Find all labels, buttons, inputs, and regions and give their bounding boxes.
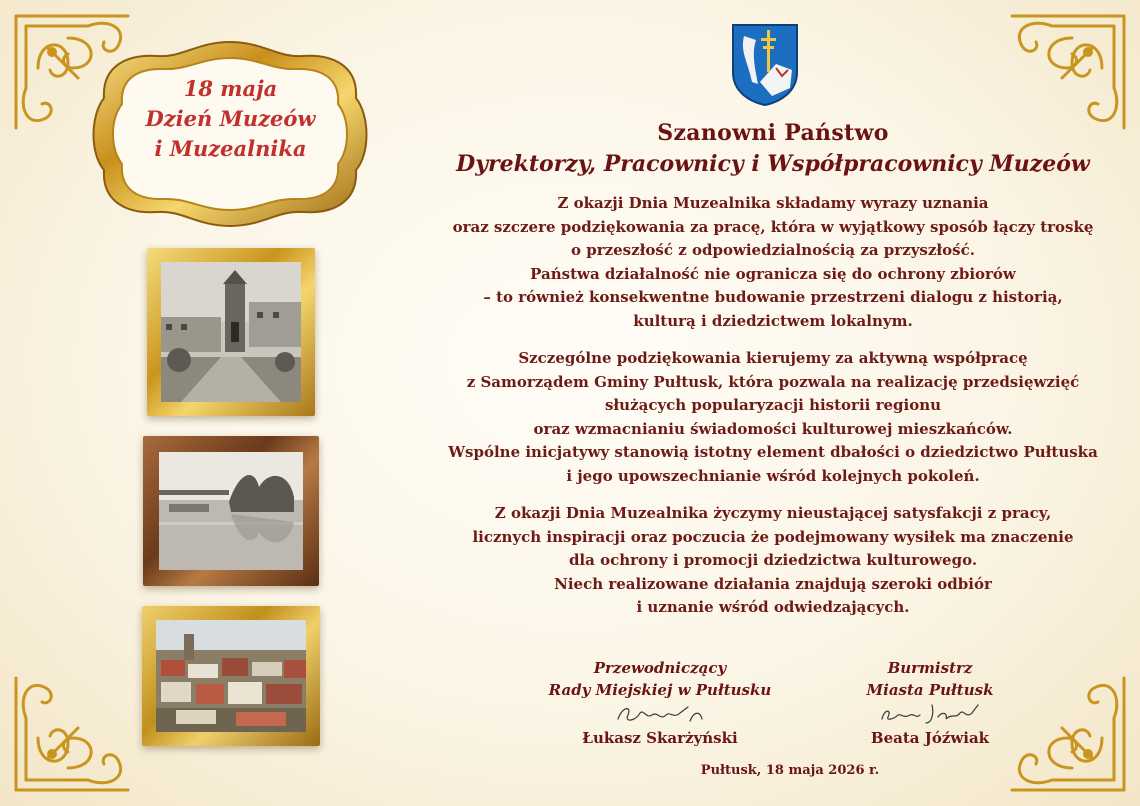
historic-town-panorama-image [156,620,306,732]
handwritten-signature [540,701,780,727]
paragraph-line: licznych inspiracji oraz poczucia że podejmowany wysiłek ma znaczenie [472,527,1074,546]
paragraph-line: Z okazji Dnia Muzealnika składamy wyrazy uznania [557,194,989,212]
signer-title: Burmistrz [887,659,973,677]
framed-photo-river [143,436,319,586]
paragraph-line: oraz szczere podziękowania za pracę, która w wyjątkowy sposób łączy troskę [452,217,1094,236]
paragraph-line: służących popularyzacji historii regionu [604,396,942,414]
signer-title: Miasta Pułtusk [866,681,994,699]
paragraph-line: Z okazji Dnia Muzealnika życzymy nieustającej satysfakcji z pracy, [494,504,1052,522]
signer-council-chair [540,657,780,749]
paragraph-line: i uznanie wśród odwiedzających. [636,598,910,616]
paragraph-line: z Samorządem Gminy Pułtusk, która pozwala na realizację przedsięwzięć [466,372,1080,391]
paragraph-2 [440,347,1106,488]
place-and-date: Pułtusk, 18 maja 2026 r. [700,763,880,778]
paragraph-line: Szczególne podziękowania kierujemy za aktywną współpracę [518,349,1028,367]
signer-name: Beata Jóźwiak [870,729,990,747]
framed-photo-town [142,606,320,746]
signer-mayor [820,657,1040,749]
handwritten-signature [820,701,1040,727]
paragraph-line: Państwa działalność nie ogranicza się do ochrony zbiorów [530,264,1016,283]
badge-date: 18 maja [183,76,278,101]
signer-title: Rady Miejskiej w Pułtusku [548,681,772,699]
paragraph-line: oraz wzmacnianiu świadomości kulturowej mieszkańców. [533,419,1013,438]
paragraph-line: – to również konsekwentne budowanie przestrzeni dialogu z historią, [483,288,1063,306]
signer-name: Łukasz Skarżyński [582,729,738,747]
historic-town-tower-image [161,262,301,402]
paragraph-line: Wspólne inicjatywy stanowią istotny element dbałości o dziedzictwo Pułtuska [448,443,1098,461]
coat-of-arms-icon [730,22,800,106]
greeting-heading: Szanowni Państwo [657,120,889,146]
badge-title: Dzień Muzeów [145,106,316,131]
paragraph-line: i jego upowszechnianie wśród kolejnych pokoleń. [566,466,980,485]
paragraph-line: o przeszłość z odpowiedzialnością za przyszłość. [571,241,975,259]
paragraph-3 [440,502,1106,620]
addressees-heading: Dyrektorzy, Pracownicy i Współpracownicy Muzeów [456,151,1090,177]
badge-subtitle: i Muzealnika [154,136,307,161]
corner-ornament-icon [8,648,158,798]
event-badge [88,36,373,232]
paragraph-line: Niech realizowane działania znajdują szeroki odbiór [554,574,992,593]
paragraph-line: dla ochrony i promocji dziedzictwa kulturowego. [568,551,978,569]
framed-photo-tower [147,248,315,416]
historic-river-image [159,452,303,570]
paragraph-line: kulturą i dziedzictwem lokalnym. [633,311,913,330]
letter-body [440,114,1106,634]
signer-title: Przewodniczący [593,659,727,677]
paragraph-1 [440,192,1106,333]
